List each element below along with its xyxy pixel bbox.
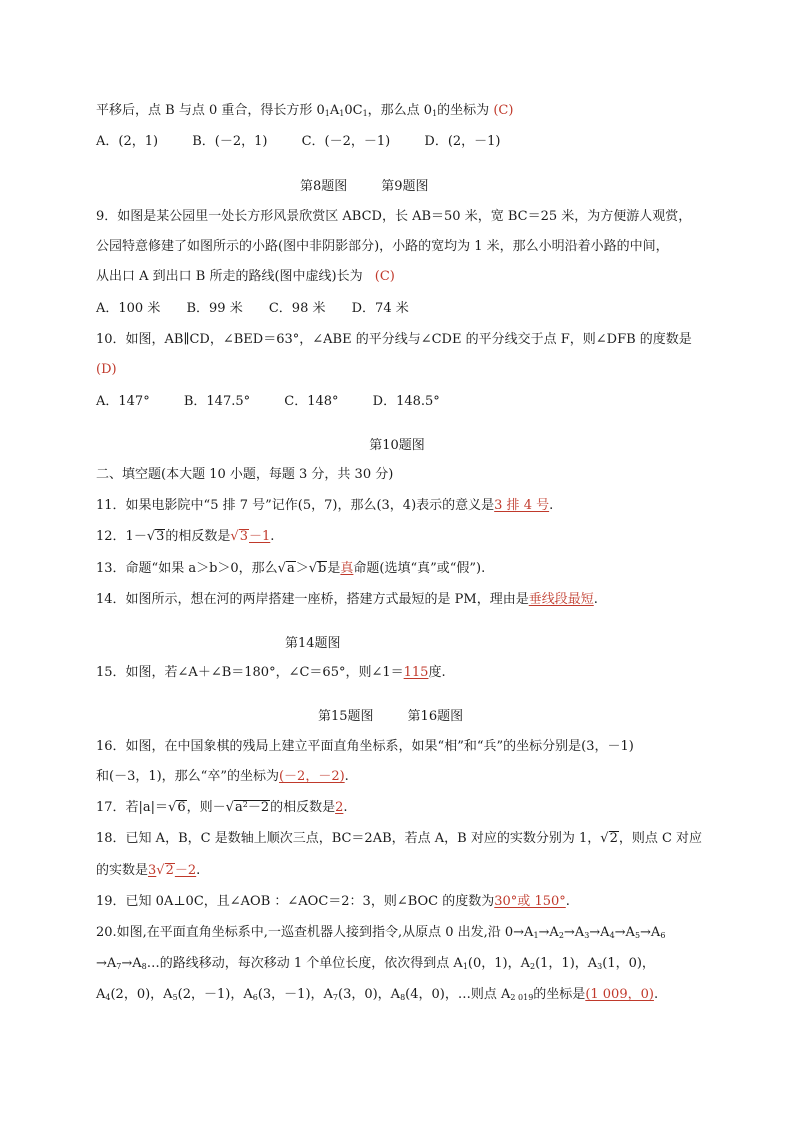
q9-answer: (C) xyxy=(374,269,395,284)
figure-caption-15-16: 第15题图 第16题图 xyxy=(318,709,464,724)
q10-options: A．147° B．147.5° C．148° D．148.5° xyxy=(96,394,440,409)
q12: 12．1－√3的相反数是√3－1. xyxy=(96,529,275,544)
q10-line1: 10．如图，AB∥CD，∠BED＝63°，∠ABE 的平分线与∠CDE 的平分线交于点 F，则∠DFB 的度数是 xyxy=(96,332,692,347)
q18-line2: 的实数是3√2－2. xyxy=(96,863,201,878)
q20-line1: 20.如图,在平面直角坐标系中,一巡查机器人接到指令,从原点 0 出发,沿 $0\to A_1\to A_2\to A_3\to A_4\to A_5\to A_6$ xyxy=(96,925,666,940)
q11-answer: 3 排 4 号 xyxy=(494,498,550,513)
q16-line2: 和(－3，1)，那么“卒”的坐标为(－2，－2). xyxy=(96,769,349,784)
figure-caption-8-9: 第8题图 第9题图 xyxy=(300,179,429,194)
q8-option-b: B．(－2，1) xyxy=(192,134,268,149)
q15-answer: 115 xyxy=(403,665,429,680)
q9-line2: 公园特意修建了如图所示的小路(图中非阴影部分)，小路的宽均为 1 米，那么小明沿着小路的中间， xyxy=(96,239,669,254)
q11: 11．如果电影院中“5 排 7 号”记作(5，7)，那么(3，4)表示的意义是3 排 4 号. xyxy=(96,498,554,513)
q10-answer: (D) xyxy=(96,362,117,377)
q14-answer: 垂线段最短 xyxy=(528,592,594,607)
q8-option-c: C．(－2，－1) xyxy=(301,134,391,149)
q20-line2: $\to A_7\to A_8\dots$的路线移动，每次移动 1 个单位长度，依次得到点 $A_1(0$，1)，$A_2(1$，1)，$A_3(1$，0)， xyxy=(96,956,655,971)
q8-option-d: D．(2，－1) xyxy=(424,134,501,149)
q8-answer: (C) xyxy=(493,103,514,118)
q16-answer: (－2，－2) xyxy=(278,769,345,784)
q8-line1: 平移后，点 B 与点 0 重合，得长方形 $0_1A_10C_1$，那么点 $0_1$的坐标为 (C) xyxy=(96,103,514,118)
q8-options xyxy=(96,133,501,151)
q19-answer: 30°或 150° xyxy=(494,894,566,909)
q17: 17．若|a|＝√6，则$-√a^2-2$的相反数是2. xyxy=(96,800,348,815)
q13: 13．命题“如果 a＞b＞0，那么√a＞√b是真命题(选填“真”或“假”). xyxy=(96,561,486,576)
q9-options: A．100 米 B．99 米 C．98 米 D．74 米 xyxy=(96,301,409,316)
q13-answer: 真 xyxy=(340,561,354,576)
figure-caption-10: 第10题图 xyxy=(369,438,425,453)
q20-answer: (1 009，0) xyxy=(585,987,654,1002)
q9-line3: 从出口 A 到出口 B 所走的路线(图中虚线)长为 (C) xyxy=(96,269,395,284)
q18-line1: 18．已知 A，B，C 是数轴上顺次三点，BC＝2AB，若点 A，B 对应的实数分别为 1，√2，则点 C 对应 xyxy=(96,831,703,846)
figure-caption-14: 第14题图 xyxy=(285,636,341,651)
q14: 14．如图所示，想在河的两岸搭建一座桥，搭建方式最短的是 PM，理由是垂线段最短. xyxy=(96,592,598,607)
q20-line3: $A_4(2$，0)，$A_5(2$，－1)，$A_6(3$，－1)，$A_7(3$，0)，$A_8(4$，0)，…则点 $A_{2 019}$的坐标是(1 009，0). xyxy=(96,987,659,1002)
q19: 19．已知 0A⊥0C，且∠AOB ：∠AOC＝2：3，则∠BOC 的度数为30°或 150°. xyxy=(96,894,570,909)
q9-line1: 9．如图是某公园里一处长方形风景欣赏区 ABCD，长 AB＝50 米，宽 BC＝25 米，为方便游人观赏， xyxy=(96,209,692,224)
q17-answer: 2 xyxy=(335,800,344,815)
q8-option-a: A．(2，1) xyxy=(96,134,159,149)
q15: 15．如图，若∠A＋∠B＝180°，∠C＝65°，则∠1＝115度. xyxy=(96,665,446,680)
section-heading-fill-in: 二、填空题(本大题 10 小题，每题 3 分，共 30 分) xyxy=(96,467,394,482)
q16-line1: 16．如图，在中国象棋的残局上建立平面直角坐标系，如果“相”和“兵”的坐标分别是(3，－1) xyxy=(96,739,634,754)
